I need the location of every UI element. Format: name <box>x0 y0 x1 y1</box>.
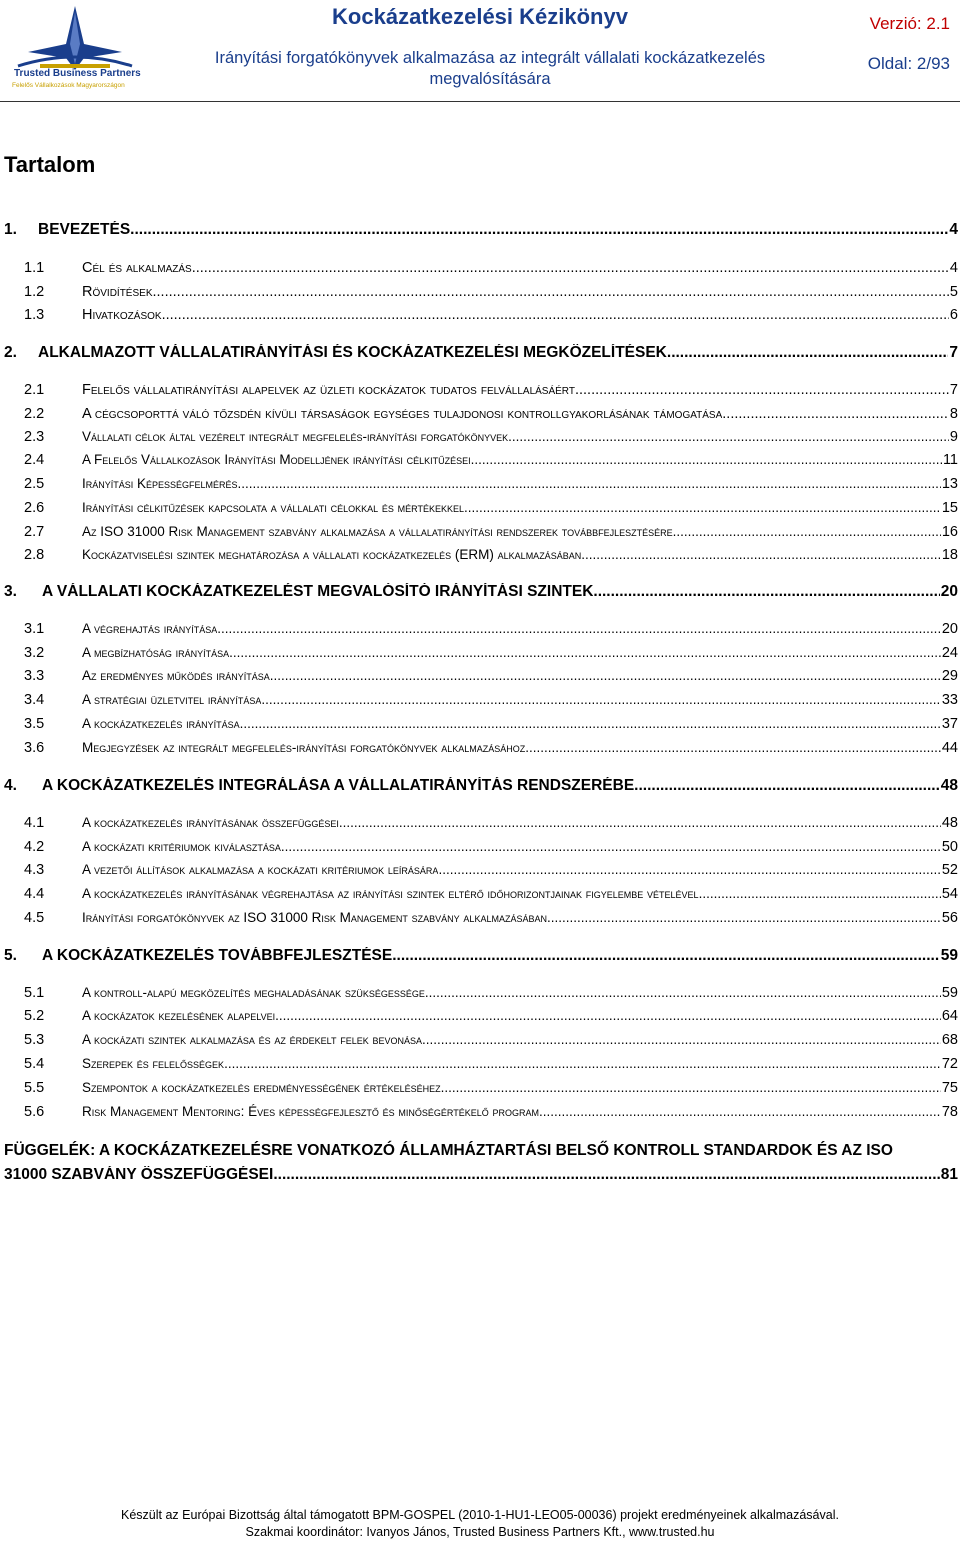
toc-leader <box>224 1056 941 1071</box>
toc-page: 7 <box>949 382 958 398</box>
toc-page: 52 <box>941 862 958 878</box>
toc-number: 2.4 <box>24 452 45 468</box>
toc-number: 4.5 <box>24 910 45 926</box>
toc-number: 2.5 <box>24 476 45 492</box>
toc-page: 6 <box>949 307 958 323</box>
subtitle-line-1: Irányítási forgatókönyvek alkalmazása az integrált vállalati kockázatkezelés <box>214 49 766 67</box>
toc-label: A stratégiai üzletvitel irányítása <box>82 692 262 707</box>
toc-entry[interactable] <box>24 476 958 492</box>
toc-label: A Felelős Vállalkozások Irányítási Modelljének irányítási célkitűzései <box>82 452 471 467</box>
toc-number: 1.3 <box>24 307 45 323</box>
subtitle-line-2: megvalósítására <box>429 70 551 88</box>
toc-number: 2. <box>4 344 17 361</box>
toc-label: A megbízhatóság irányítása <box>82 645 230 660</box>
toc-leader <box>539 1104 941 1119</box>
toc-page: 54 <box>941 886 958 902</box>
toc-page: 13 <box>941 476 958 492</box>
toc-page: 59 <box>940 947 958 964</box>
toc-number: 3.2 <box>24 645 45 661</box>
toc-leader <box>422 1032 941 1047</box>
toc-entry[interactable] <box>4 221 958 239</box>
toc-page: 7 <box>949 344 958 361</box>
toc-entry[interactable] <box>24 862 958 878</box>
toc-leader <box>270 668 941 683</box>
toc-label: A kockázatkezelés irányításának összefüggései <box>82 815 339 830</box>
toc-label: Kockázatviselési szintek meghatározása a vállalati kockázatkezelés (ERM) alkalmazásában <box>82 547 582 562</box>
toc-page: 56 <box>941 910 958 926</box>
toc-leader <box>275 1008 941 1023</box>
toc-label: A kockázatkezelés irányítása <box>82 716 240 731</box>
toc-entry[interactable] <box>24 1008 958 1024</box>
appendix-entry[interactable] <box>4 1166 958 1184</box>
document-title: Kockázatkezelési Kézikönyv <box>332 4 628 29</box>
toc-page: 72 <box>941 1056 958 1072</box>
toc-page: 20 <box>941 621 958 637</box>
toc-page: 4 <box>949 221 958 238</box>
toc-entry[interactable] <box>24 716 958 732</box>
toc-leader <box>130 221 948 239</box>
header-divider <box>0 101 960 102</box>
toc-label: Az ISO 31000 Risk Management szabvány alkalmazása a vállalatirányítási rendszerek továbbfejlesztésére <box>82 524 673 539</box>
toc-label: Irányítási célkitűzések kapcsolata a vállalati célokkal és mértékekkel <box>82 500 464 515</box>
toc-leader <box>722 406 949 422</box>
toc-label: A kockázatok kezelésének alapelvei <box>82 1008 276 1023</box>
toc-entry[interactable] <box>24 500 958 516</box>
toc-page: 59 <box>941 985 958 1001</box>
toc-page: 68 <box>941 1032 958 1048</box>
toc-page: 48 <box>940 777 958 794</box>
toc-entry[interactable] <box>24 524 958 540</box>
toc-number: 2.3 <box>24 429 45 445</box>
toc-page: 64 <box>941 1008 958 1024</box>
toc-number: 5.4 <box>24 1056 45 1072</box>
toc-entry[interactable] <box>24 1080 958 1096</box>
toc-entry[interactable] <box>24 1032 958 1048</box>
toc-leader <box>162 307 949 323</box>
toc-leader <box>667 344 948 362</box>
toc-label: Cél és alkalmazás <box>82 260 192 276</box>
toc-label: Rövidítések <box>82 284 153 300</box>
toc-number: 5.6 <box>24 1104 45 1120</box>
toc-number: 4.3 <box>24 862 45 878</box>
toc-label: A vezetői állítások alkalmazása a kockázati kritériumok leírására <box>82 862 439 877</box>
toc-number: 3.6 <box>24 740 45 756</box>
toc-leader <box>525 740 941 755</box>
toc-entry[interactable] <box>24 740 958 756</box>
toc-leader <box>392 947 940 965</box>
toc-page: 5 <box>949 284 958 300</box>
toc-leader <box>673 524 941 539</box>
toc-number: 3. <box>4 583 17 600</box>
toc-page: 4 <box>949 260 958 276</box>
toc-label: Irányítási forgatókönyvek az ISO 31000 Risk Management szabvány alkalmazásában <box>82 910 547 925</box>
toc-label: Vállalati célok által vezérelt integrált megfelelés-irányítási forgatókönyvek <box>82 429 509 444</box>
toc-entry[interactable] <box>24 645 958 661</box>
toc-entry[interactable] <box>4 947 958 965</box>
toc-number: 2.8 <box>24 547 45 563</box>
toc-leader <box>339 815 941 830</box>
toc-label: Az eredményes működés irányítása <box>82 668 270 683</box>
document-subtitle <box>180 48 800 90</box>
toc-page: 75 <box>941 1080 958 1096</box>
toc-number: 2.7 <box>24 524 45 540</box>
toc-leader <box>425 985 941 1000</box>
toc-number: 1.2 <box>24 284 45 300</box>
toc-number: 5.5 <box>24 1080 45 1096</box>
toc-page: 37 <box>941 716 958 732</box>
toc-page: 78 <box>941 1104 958 1120</box>
appendix-page: 81 <box>940 1166 958 1183</box>
toc-label: A végrehajtás irányítása <box>82 621 218 636</box>
toc-entry[interactable] <box>24 985 958 1001</box>
toc-page: 24 <box>941 645 958 661</box>
toc-page: 15 <box>941 500 958 516</box>
toc-entry[interactable] <box>24 886 958 902</box>
toc-entry[interactable] <box>24 815 958 831</box>
toc-entry[interactable] <box>24 621 958 637</box>
toc-leader <box>593 583 939 601</box>
toc-entry[interactable] <box>24 382 958 398</box>
toc-number: 2.6 <box>24 500 45 516</box>
toc-label: Hivatkozások <box>82 307 162 323</box>
toc-label: Risk Management Mentoring: Éves képességfejlesztő és minőségértékelő program <box>82 1104 540 1119</box>
toc-entry[interactable] <box>24 910 958 926</box>
toc-number: 3.1 <box>24 621 45 637</box>
toc-label: A cégcsoporttá váló tőzsdén kívüli társaságok egységes tulajdonosi kontrollgyakorlásának támogatása <box>82 406 723 422</box>
toc-page: 44 <box>941 740 958 756</box>
toc-label: A VÁLLALATI KOCKÁZATKEZELÉST MEGVALÓSÍTÓ IRÁNYÍTÁSI SZINTEK <box>42 583 594 600</box>
toc-leader <box>217 621 941 636</box>
toc-number: 1. <box>4 221 17 238</box>
toc-number: 4.2 <box>24 839 45 855</box>
toc-entry[interactable] <box>24 1104 958 1120</box>
toc-number: 3.3 <box>24 668 45 684</box>
toc-label: A kockázati szintek alkalmazása és az érdekelt felek bevonása <box>82 1032 423 1047</box>
toc-entry[interactable] <box>24 668 958 684</box>
toc-label: BEVEZETÉS <box>38 221 131 238</box>
toc-heading: Tartalom <box>4 152 96 177</box>
toc-label: A kontroll-alapú megközelítés meghaladásának szükségessége <box>82 985 425 1000</box>
toc-entry[interactable] <box>4 583 958 601</box>
toc-leader <box>634 777 940 795</box>
toc-leader <box>281 839 941 854</box>
toc-leader <box>153 284 949 300</box>
toc-leader <box>238 476 941 491</box>
toc-page: 16 <box>941 524 958 540</box>
toc-label: A KOCKÁZATKEZELÉS INTEGRÁLÁSA A VÁLLALATIRÁNYÍTÁS RENDSZERÉBE <box>42 777 635 794</box>
version-label: Verzió: 2.1 <box>869 14 950 33</box>
toc-number: 5.1 <box>24 985 45 1001</box>
toc-page: 20 <box>940 583 958 600</box>
toc-leader <box>438 862 940 877</box>
toc-number: 1.1 <box>24 260 45 276</box>
toc-entry[interactable] <box>24 839 958 855</box>
toc-number: 4.4 <box>24 886 45 902</box>
footer-line-1: Készült az Európai Bizottság által támogatott BPM-GOSPEL (2010-1-HU1-LEO05-00036) projekt eredményeinek alkalmazásával. <box>121 1508 839 1522</box>
toc-label: Felelős vállalatirányítási alapelvek az üzleti kockázatok tudatos felvállalásáért <box>82 382 575 398</box>
toc-page: 11 <box>942 452 958 468</box>
toc-leader <box>229 645 941 660</box>
company-logo <box>10 4 140 94</box>
toc-leader <box>471 452 942 467</box>
appendix-line-2: 31000 SZABVÁNY ÖSSZEFÜGGÉSEI <box>4 1166 274 1183</box>
toc-entry[interactable] <box>24 547 958 563</box>
toc-leader <box>261 692 940 707</box>
toc-label: A kockázatkezelés irányításának végrehajtása az irányítási szintek eltérő időhorizontjainak figyelembe vételével <box>82 886 699 901</box>
toc-leader <box>240 716 941 731</box>
toc-entry[interactable] <box>4 344 958 362</box>
toc-label: Szempontok a kockázatkezelés eredményességének értékeléséhez <box>82 1080 441 1095</box>
toc-number: 3.5 <box>24 716 45 732</box>
toc-leader <box>508 429 949 444</box>
toc-leader <box>441 1080 941 1095</box>
toc-leader <box>192 260 949 276</box>
toc-entry[interactable] <box>4 777 958 795</box>
toc-page: 29 <box>941 668 958 684</box>
logo-text: Trusted Business Partners <box>14 68 141 79</box>
toc-page: 8 <box>949 406 958 422</box>
toc-page: 50 <box>941 839 958 855</box>
toc-page: 33 <box>941 692 958 708</box>
star-logo-icon <box>10 4 140 94</box>
toc-page: 9 <box>949 429 958 445</box>
toc-label: Megjegyzések az integrált megfelelés-irányítási forgatókönyvek alkalmazásához <box>82 740 526 755</box>
toc-leader <box>581 547 941 562</box>
toc-leader <box>547 910 941 925</box>
toc-number: 4. <box>4 777 17 794</box>
toc-leader <box>464 500 941 515</box>
appendix-line-1[interactable]: FÜGGELÉK: A KOCKÁZATKEZELÉSRE VONATKOZÓ ÁLLAMHÁZTARTÁSI BELSŐ KONTROLL STANDARDOK ÉS AZ ISO <box>4 1142 893 1159</box>
toc-entry[interactable] <box>24 406 958 422</box>
toc-leader <box>273 1166 939 1184</box>
toc-number: 5. <box>4 947 17 964</box>
toc-entry[interactable] <box>24 307 958 323</box>
toc-number: 4.1 <box>24 815 45 831</box>
toc-label: A kockázati kritériumok kiválasztása <box>82 839 281 854</box>
toc-label: Szerepek és felelősségek <box>82 1056 225 1071</box>
toc-page: 18 <box>941 547 958 563</box>
toc-entry[interactable] <box>24 429 958 445</box>
toc-label: ALKALMAZOTT VÁLLALATIRÁNYÍTÁSI ÉS KOCKÁZATKEZELÉSI MEGKÖZELÍTÉSEK <box>38 344 667 361</box>
page-number: Oldal: 2/93 <box>867 54 950 73</box>
toc-number: 2.1 <box>24 382 45 398</box>
toc-label: A KOCKÁZATKEZELÉS TOVÁBBFEJLESZTÉSE <box>42 947 393 964</box>
toc-entry[interactable] <box>24 284 958 300</box>
toc-leader <box>575 382 949 398</box>
toc-number: 3.4 <box>24 692 45 708</box>
footer-line-2: Szakmai koordinátor: Ivanyos János, Trusted Business Partners Kft., www.trusted.hu <box>245 1525 715 1539</box>
toc-entry[interactable] <box>24 452 958 468</box>
toc-number: 2.2 <box>24 406 45 422</box>
toc-entry[interactable] <box>24 260 958 276</box>
toc-leader <box>699 886 941 901</box>
toc-entry[interactable] <box>24 1056 958 1072</box>
toc-label: Irányítási Képességfelmérés <box>82 476 238 491</box>
toc-page: 48 <box>941 815 958 831</box>
logo-subtext: Felelős Vállalkozások Magyarországon <box>12 82 125 89</box>
toc-number: 5.3 <box>24 1032 45 1048</box>
toc-entry[interactable] <box>24 692 958 708</box>
toc-number: 5.2 <box>24 1008 45 1024</box>
